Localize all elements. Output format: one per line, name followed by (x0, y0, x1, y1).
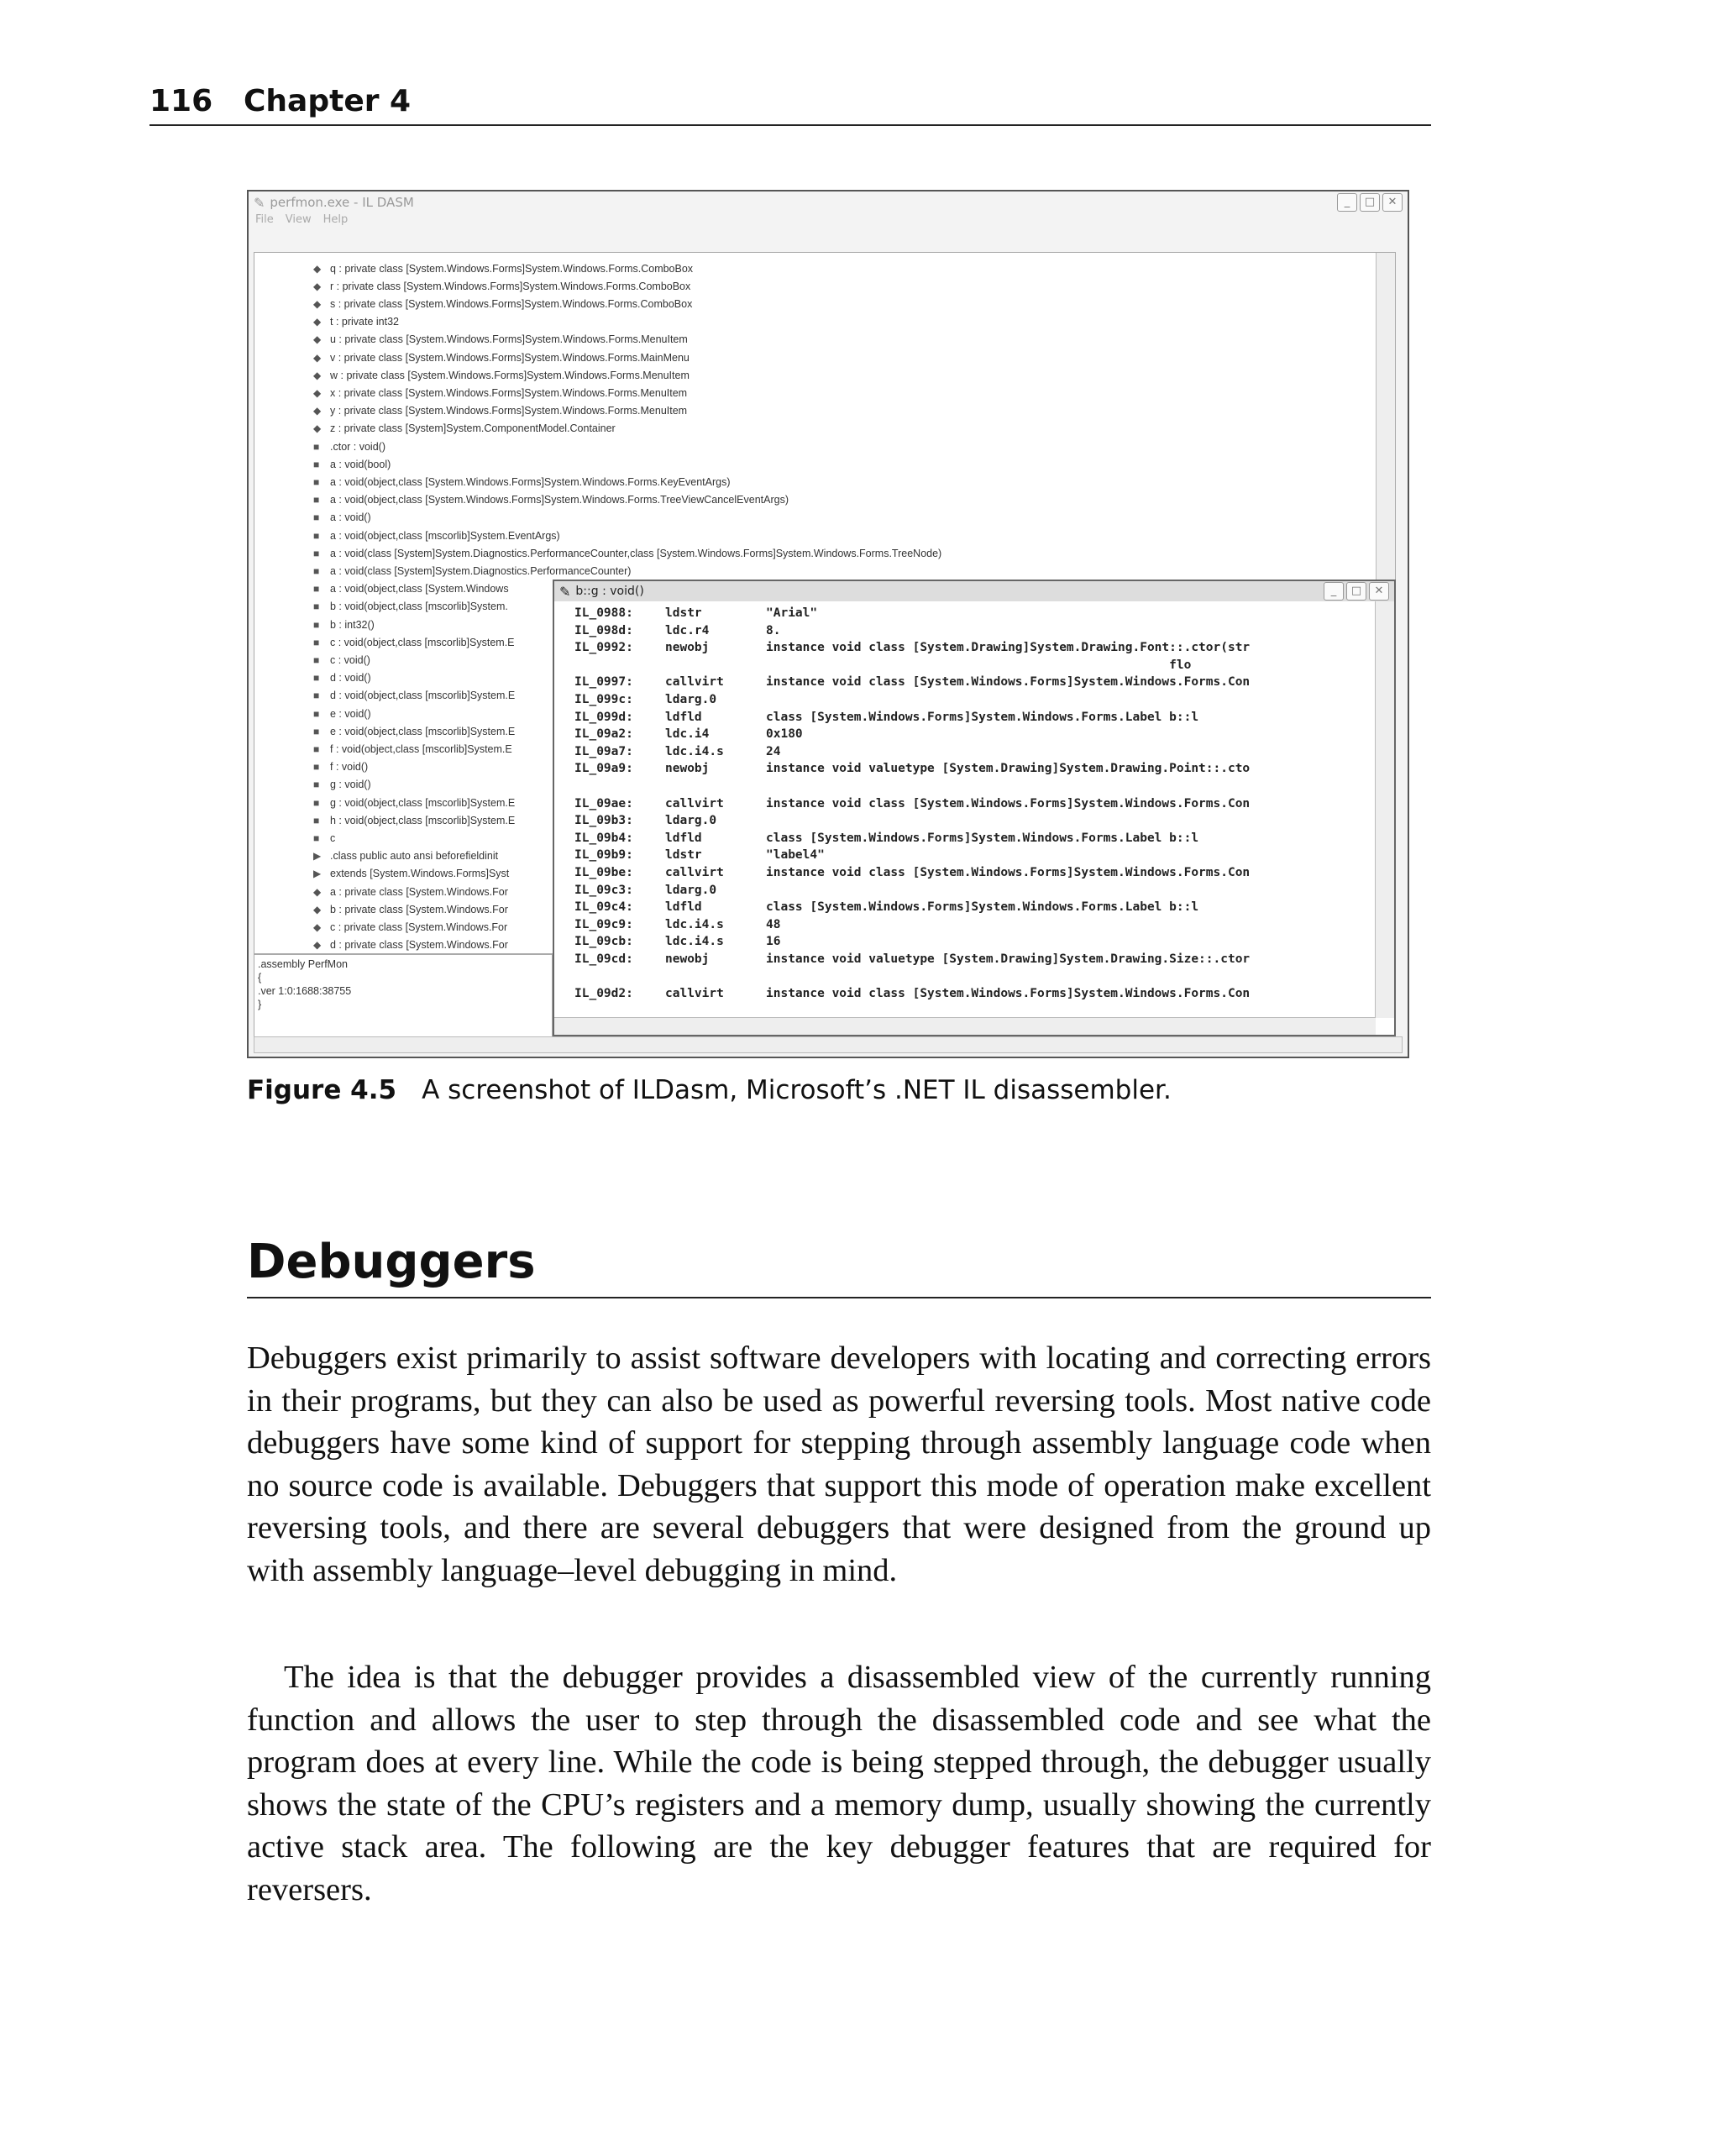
tree-item-label: extends [System.Windows.Forms]Syst (330, 868, 510, 880)
field-icon: ◆ (313, 280, 322, 292)
code-arg: "label4" (766, 848, 825, 863)
code-op: ldstr (665, 606, 702, 620)
field-icon: ◆ (313, 333, 322, 346)
code-line (574, 797, 1250, 814)
code-maximize-icon[interactable]: □ (1346, 582, 1366, 601)
code-op: callvirt (665, 987, 724, 1001)
tree-item[interactable] (313, 669, 371, 687)
tree-item[interactable] (313, 277, 690, 295)
code-op (665, 970, 766, 987)
tree-item[interactable] (313, 438, 385, 455)
window-title: perfmon.exe - IL DASM (270, 195, 414, 210)
tree-item-label: e : void() (330, 707, 371, 720)
field-icon: ◆ (313, 386, 322, 399)
tree-item[interactable] (313, 260, 693, 277)
code-label (574, 658, 665, 675)
tree-item[interactable] (313, 349, 690, 366)
code-op: ldfld (665, 710, 702, 724)
code-line (574, 762, 1250, 779)
tree-item[interactable] (313, 883, 508, 900)
method-icon: ■ (313, 618, 320, 631)
method-icon: ■ (313, 494, 320, 506)
tree-item-label: e : void(object,class [mscorlib]System.E (330, 725, 516, 737)
code-label: IL_09cd: (574, 952, 633, 966)
code-label: IL_098d: (574, 623, 633, 637)
code-op: newobj (665, 762, 710, 776)
code-line (574, 814, 766, 831)
code-line (574, 658, 1191, 675)
tree-item-label: s : private class [System.Windows.Forms]System.Windows.Forms.ComboBox (330, 297, 693, 310)
code-label: IL_09be: (574, 866, 633, 879)
code-line (574, 711, 1198, 727)
il-pane-line: .ver 1:0:1688:38755 (258, 985, 352, 997)
tree-item-label: b : private class [System.Windows.For (330, 903, 508, 915)
code-op: ldc.i4.s (665, 917, 724, 931)
tree-item[interactable] (313, 811, 515, 829)
tree-item[interactable] (313, 633, 515, 651)
tree-item[interactable] (313, 420, 616, 438)
code-arg: class [System.Windows.Forms]System.Windows.Forms.Label b::l (766, 831, 1199, 845)
tree-item-label: d : private class [System.Windows.For (330, 939, 508, 952)
method-icon: ■ (313, 475, 320, 488)
field-icon: ◆ (313, 351, 322, 364)
paragraph-1: Debuggers exist primarily to assist software developers with locating and correcting errors in their programs, but they can also be used as powerful reversing tools. Most native code debuggers have some kind of support for stepping through assembly language code when no source code is available. Debuggers that support this mode of operation make excellent reversing tools, and there are several debuggers that were designed from the ground up with assembly language–level debugging in mind. (247, 1340, 1431, 1588)
tree-item[interactable] (313, 580, 509, 598)
method-icon: ■ (313, 564, 320, 577)
code-line (574, 918, 780, 935)
method-icon: ■ (313, 725, 320, 737)
tree-item-label: t : private int32 (330, 316, 399, 328)
tree-item-label: f : void() (330, 761, 369, 774)
code-label (574, 779, 665, 796)
code-label: IL_099d: (574, 710, 633, 724)
code-op: ldfld (665, 900, 702, 915)
code-op: ldarg.0 (665, 693, 717, 706)
code-label: IL_09a2: (574, 727, 633, 742)
code-op: ldarg.0 (665, 814, 717, 828)
code-line (574, 606, 817, 623)
tree-item-label: c (330, 831, 336, 844)
code-op: callvirt (665, 866, 724, 879)
code-arg: 8. (766, 623, 781, 637)
minimize-icon[interactable]: _ (1337, 193, 1357, 212)
tree-item-label: .class public auto ansi beforefieldinit (330, 850, 499, 863)
tree-item-label: a : void(class [System]System.Diagnostics.PerformanceCounter,class [System.Windows.Forms]System.Windows.Forms.TreeNode) (330, 547, 942, 559)
tree-item[interactable] (313, 598, 508, 616)
code-arg: 16 (766, 935, 781, 949)
code-arg: instance void valuetype [System.Drawing]System.Drawing.Size::.ctor (766, 952, 1251, 966)
code-op: ldc.r4 (665, 623, 710, 637)
ildasm-screenshot (247, 190, 1409, 1058)
method-icon: ◆ (313, 921, 322, 933)
tree-item[interactable] (313, 740, 512, 758)
code-line (574, 987, 1250, 1004)
field-icon: ◆ (313, 405, 322, 417)
section-heading (247, 1228, 1431, 1298)
code-op (665, 658, 766, 675)
code-arg: 24 (766, 744, 781, 758)
figure-caption-text: A screenshot of ILDasm, Microsoft’s .NET IL disassembler. (422, 1075, 1172, 1105)
method-icon: ■ (313, 511, 320, 524)
il-pane-line: { (258, 972, 262, 984)
section-title: Debuggers (247, 1235, 536, 1289)
code-label: IL_0988: (574, 606, 633, 620)
code-line (574, 779, 766, 796)
code-op: newobj (665, 641, 710, 655)
tree-item[interactable] (313, 527, 560, 544)
code-label: IL_09c4: (574, 900, 633, 915)
method-icon: ■ (313, 761, 320, 774)
method-icon: ■ (313, 583, 320, 595)
menu-view[interactable]: View (285, 213, 312, 226)
tree-item[interactable] (313, 651, 370, 669)
method-icon: ▶ (313, 868, 322, 880)
code-arg: instance void class [System.Windows.Forms]System.Windows.Forms.Con (766, 987, 1251, 1001)
menu-bar (249, 213, 1408, 228)
tree-item-label: v : private class [System.Windows.Forms]System.Windows.Forms.MainMenu (330, 351, 690, 364)
tree-item-label: f : void(object,class [mscorlib]System.E (330, 742, 512, 755)
tree-item[interactable] (313, 562, 631, 580)
code-line (574, 693, 766, 710)
tree-item-label: c : private class [System.Windows.For (330, 921, 508, 933)
code-op: ldc.i4.s (665, 744, 724, 758)
code-arg: instance void valuetype [System.Drawing]System.Drawing.Point::.cto (766, 762, 1251, 776)
method-icon: ■ (313, 636, 320, 648)
chapter-title: Chapter 4 (244, 84, 412, 118)
code-line (574, 727, 803, 744)
close-icon[interactable]: ✕ (1382, 193, 1403, 212)
method-icon: ■ (313, 547, 320, 559)
tree-item[interactable] (313, 366, 690, 384)
code-label: IL_09b4: (574, 831, 633, 845)
code-label: IL_09c3: (574, 883, 633, 897)
tree-item[interactable] (313, 331, 688, 349)
il-pane-line: .assembly PerfMon (258, 958, 348, 970)
app-icon: ✎ (254, 194, 265, 211)
code-op: callvirt (665, 675, 724, 690)
method-icon: ◆ (313, 885, 322, 898)
method-icon: ■ (313, 458, 320, 470)
code-arg: 0x180 (766, 727, 803, 742)
code-line (574, 624, 780, 641)
tree-item[interactable] (313, 473, 731, 490)
method-icon: ■ (313, 814, 320, 826)
tree-item[interactable] (313, 847, 498, 865)
code-line (574, 884, 766, 900)
code-line (574, 866, 1250, 883)
code-op: newobj (665, 952, 710, 966)
tree-item[interactable] (313, 402, 687, 420)
code-label: IL_0997: (574, 675, 633, 690)
method-icon: ■ (313, 653, 320, 666)
tree-item[interactable] (313, 936, 508, 954)
code-op: ldstr (665, 848, 702, 863)
code-line (574, 900, 1198, 917)
tree-item[interactable] (313, 509, 371, 527)
field-icon: ◆ (313, 262, 322, 275)
tree-item-label: w : private class [System.Windows.Forms]System.Windows.Forms.MenuItem (330, 369, 690, 381)
code-line (574, 641, 1250, 658)
code-op: callvirt (665, 796, 724, 810)
tree-item-label: a : void(object,class [System.Windows.Forms]System.Windows.Forms.TreeViewCancelEventArgs) (330, 494, 789, 506)
tree-item-label: y : private class [System.Windows.Forms]System.Windows.Forms.MenuItem (330, 405, 688, 417)
code-line (574, 952, 1250, 969)
method-icon: ■ (313, 779, 320, 791)
tree-item-label: c : void(object,class [mscorlib]System.E (330, 636, 515, 648)
tree-item[interactable] (313, 722, 515, 740)
code-window-titlebar (554, 581, 1394, 601)
code-label: IL_09b9: (574, 848, 633, 863)
method-icon: ◆ (313, 903, 322, 915)
tree-item[interactable] (313, 687, 515, 705)
figure-caption (247, 1075, 1172, 1105)
method-icon: ■ (313, 672, 320, 685)
code-op (665, 779, 766, 796)
code-label (574, 970, 665, 987)
tree-item-label: q : private class [System.Windows.Forms]System.Windows.Forms.ComboBox (330, 262, 694, 275)
tree-item[interactable] (313, 616, 375, 633)
horizontal-scrollbar[interactable] (254, 1036, 1403, 1053)
tree-item-label: g : void() (330, 779, 371, 791)
method-icon: ◆ (313, 939, 322, 952)
tree-item[interactable] (313, 865, 509, 883)
method-icon: ■ (313, 601, 320, 613)
window-titlebar (249, 191, 1408, 213)
tree-item[interactable] (313, 705, 371, 722)
method-icon: ■ (313, 831, 320, 844)
method-icon: ■ (313, 707, 320, 720)
method-icon: ▶ (313, 850, 322, 863)
tree-item-label: a : private class [System.Windows.For (330, 885, 508, 898)
code-arg: instance void class [System.Drawing]System.Drawing.Font::.ctor(str (766, 641, 1251, 655)
code-label: IL_09ae: (574, 796, 633, 810)
menu-file[interactable]: File (255, 213, 274, 226)
tree-item-label: a : void(bool) (330, 458, 391, 470)
tree-item-label: g : void(object,class [mscorlib]System.E (330, 796, 516, 809)
method-icon: ■ (313, 440, 320, 453)
code-window-title: b::g : void() (575, 585, 644, 598)
code-line (574, 745, 780, 762)
tree-item[interactable] (313, 758, 368, 776)
tree-item-label: a : void(class [System]System.Diagnostics.PerformanceCounter) (330, 564, 632, 577)
code-arg: 48 (766, 917, 781, 931)
code-label: IL_09cb: (574, 935, 633, 949)
method-icon: ■ (313, 529, 320, 542)
tree-item[interactable] (313, 384, 687, 401)
tree-item-label: b : void(object,class [mscorlib]System. (330, 601, 508, 613)
code-op: ldc.i4 (665, 727, 710, 742)
code-arg: flo (766, 658, 1192, 672)
figure-label: Figure 4.5 (247, 1075, 397, 1105)
tree-item-label: x : private class [System.Windows.Forms]System.Windows.Forms.MenuItem (330, 386, 688, 399)
paragraph-2: The idea is that the debugger provides a disassembled view of the currently running function and allows the user to step through the disassembled code and see what the program does at every line. While the code is being stepped through, the debugger usually shows the state of the CPU’s registers and a memory dump, usually showing the currently active stack area. The following are the key debugger features that are required for reversers. (247, 1660, 1431, 1907)
tree-item[interactable] (313, 313, 399, 331)
tree-item-label: c : void() (330, 653, 370, 666)
tree-item-label: h : void(object,class [mscorlib]System.E (330, 814, 516, 826)
tree-item-label: a : void() (330, 511, 371, 524)
tree-item[interactable] (313, 918, 507, 936)
tree-item[interactable] (313, 776, 371, 794)
code-vertical-scrollbar[interactable] (1375, 601, 1394, 1018)
menu-help[interactable]: Help (322, 213, 349, 226)
page-header (149, 81, 1431, 126)
tree-item[interactable] (313, 794, 515, 811)
code-op: ldfld (665, 831, 702, 845)
field-icon: ◆ (313, 316, 322, 328)
method-icon: ■ (313, 690, 320, 702)
tree-item-label: z : private class [System]System.ComponentModel.Container (330, 422, 616, 435)
code-minimize-icon[interactable]: _ (1324, 582, 1344, 601)
tree-item-label: a : void(object,class [System.Windows.Forms]System.Windows.Forms.KeyEventArgs) (330, 475, 731, 488)
method-icon: ■ (313, 742, 320, 755)
code-arg: class [System.Windows.Forms]System.Windows.Forms.Label b::l (766, 900, 1199, 915)
tree-item[interactable] (313, 455, 391, 473)
tree-item-label: r : private class [System.Windows.Forms]System.Windows.Forms.ComboBox (330, 280, 691, 292)
method-icon: ■ (313, 796, 320, 809)
code-label: IL_09a9: (574, 762, 633, 776)
code-arg: instance void class [System.Windows.Forms]System.Windows.Forms.Con (766, 796, 1251, 810)
code-op: ldarg.0 (665, 883, 717, 897)
code-label: IL_099c: (574, 693, 633, 706)
tree-item[interactable] (313, 900, 508, 918)
code-arg: instance void class [System.Windows.Forms]System.Windows.Forms.Con (766, 675, 1251, 690)
code-line (574, 848, 825, 865)
code-horizontal-scrollbar[interactable] (554, 1017, 1376, 1035)
code-arg: "Arial" (766, 606, 818, 620)
tree-item-label: a : void(object,class [System.Windows (330, 583, 509, 595)
field-icon: ◆ (313, 369, 322, 381)
tree-item[interactable] (313, 544, 941, 562)
tree-item-label: d : void() (330, 672, 371, 685)
tree-item[interactable] (313, 295, 692, 312)
tree-item-label: b : int32() (330, 618, 375, 631)
tree-item-label: d : void(object,class [mscorlib]System.E (330, 690, 516, 702)
tree-item-label: .ctor : void() (330, 440, 385, 453)
code-label: IL_0992: (574, 641, 633, 655)
code-line (574, 970, 766, 987)
field-icon: ◆ (313, 297, 322, 310)
code-arg: class [System.Windows.Forms]System.Windows.Forms.Label b::l (766, 710, 1199, 724)
code-label: IL_09c9: (574, 917, 633, 931)
il-pane-line: } (258, 999, 262, 1010)
maximize-icon[interactable]: □ (1360, 193, 1380, 212)
code-label: IL_09a7: (574, 744, 633, 758)
code-window (553, 580, 1396, 1036)
code-line (574, 675, 1250, 692)
code-label: IL_09b3: (574, 814, 633, 828)
code-line (574, 935, 780, 952)
code-label: IL_09d2: (574, 987, 633, 1001)
il-text-pane (254, 954, 553, 1047)
code-close-icon[interactable]: ✕ (1369, 582, 1389, 601)
code-op: ldc.i4.s (665, 935, 724, 949)
page-number: 116 (149, 84, 213, 118)
tree-item[interactable] (313, 491, 789, 509)
tree-item[interactable] (313, 829, 335, 847)
tree-item-label: a : void(object,class [mscorlib]System.EventArgs) (330, 529, 560, 542)
field-icon: ◆ (313, 422, 322, 435)
tree-item-label: u : private class [System.Windows.Forms]System.Windows.Forms.MenuItem (330, 333, 688, 346)
code-arg: instance void class [System.Windows.Forms]System.Windows.Forms.Con (766, 866, 1251, 879)
code-line (574, 831, 1198, 848)
code-window-icon: ✎ (559, 583, 571, 600)
